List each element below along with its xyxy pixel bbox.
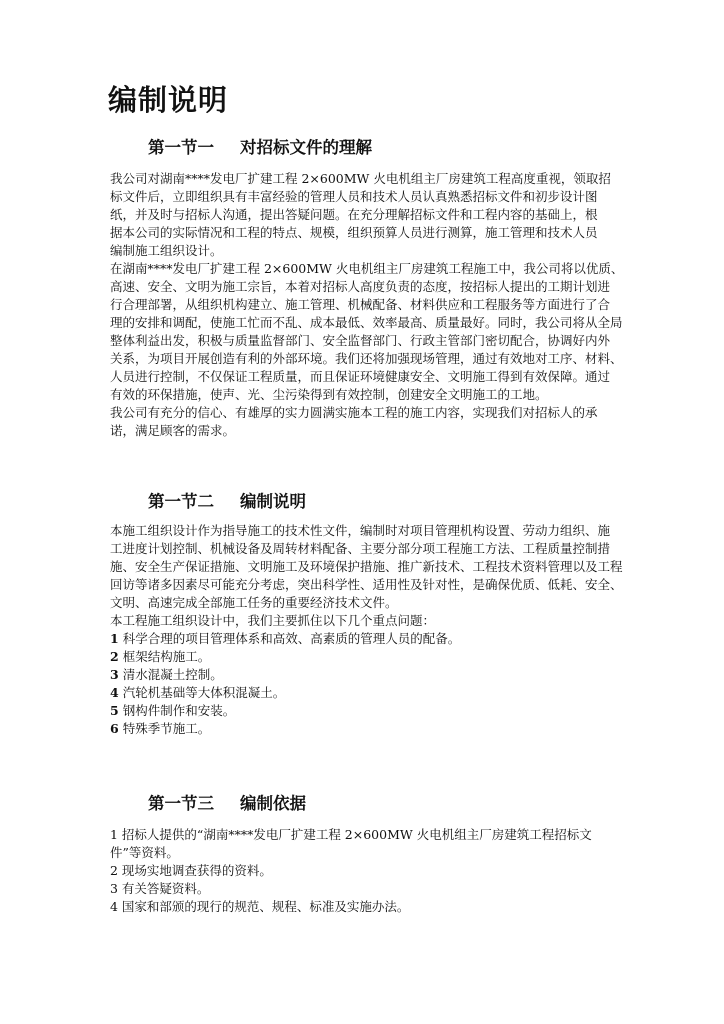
list-item: [110, 630, 460, 648]
paragraph-line: 高速、安全、文明为施工宗旨，本着对招标人高度负责的态度，按招标人提出的工期计划进: [110, 279, 611, 294]
list-item-text: 框架结构施工。: [122, 649, 211, 664]
list-item-number: 4: [110, 685, 119, 700]
list-item: [110, 720, 210, 738]
paragraph-line: 我公司有充分的信心、有雄厚的实力圆满实施本工程的施工内容，实现我们对招标人的承: [110, 405, 598, 420]
list-item-number: 1: [110, 631, 119, 646]
section-number: 第一节二: [148, 492, 214, 511]
section-title: 编制说明: [240, 492, 306, 511]
list-item-text: 钢构件制作和安装。: [122, 703, 236, 718]
list-item: [110, 684, 285, 702]
paragraph-line: 纸，并及时与招标人沟通，提出答疑问题。在充分理解招标文件和工程内容的基础上，根: [110, 207, 598, 222]
paragraph-line: 工进度计划控制、机械设备及周转材料配备、主要分部分项工程施工方法、工程质量控制措: [110, 541, 611, 556]
paragraph-line: 关系，为项目开展创造有利的外部环境。我们还将加强现场管理，通过有效地对工序、材料、: [110, 351, 623, 366]
list-item: [110, 648, 210, 666]
list-item-text: 科学合理的项目管理体系和高效、高素质的管理人员的配备。: [122, 631, 461, 646]
paragraph-line: 回访等诸多因素尽可能充分考虑，突出科学性、适用性及针对性，是确保优质、低耗、安全、: [110, 577, 623, 592]
list-item-text: 汽轮机基础等大体积混凝土。: [122, 685, 286, 700]
list-item: [110, 702, 235, 720]
paragraph-line: 人员进行控制，不仅保证工程质量，而且保证环境健康安全、文明施工得到有效保障。通过: [110, 369, 611, 384]
paragraph-line: 4 国家和部颁的现行的规范、规程、标准及实施办法。: [110, 899, 410, 914]
list-item: [110, 666, 223, 684]
paragraph-line: 据本公司的实际情况和工程的特点、规模，组织预算人员进行测算，施工管理和技术人员: [110, 225, 598, 240]
paragraph-line: 标文件后，立即组织具有丰富经验的管理人员和技术人员认真熟悉招标文件和初步设计图: [110, 189, 598, 204]
paragraph-line: 有效的环保措施，使声、光、尘污染得到有效控制，创建安全文明施工的工地。: [110, 387, 548, 402]
paragraph-line: 理的安排和调配，使施工忙而不乱、成本最低、效率最高、质量最好。同时，我公司将从全局: [110, 315, 623, 330]
list-item-text: 清水混凝土控制。: [122, 667, 223, 682]
paragraph-line: 文明、高速完成全部施工任务的重要经济技术文件。: [110, 595, 398, 610]
list-item-number: 6: [110, 721, 119, 736]
section-number: 第一节一: [148, 138, 214, 157]
list-item-number: 2: [110, 649, 119, 664]
paragraph-line: 编制施工组织设计。: [110, 243, 223, 258]
paragraph-line: 在湖南****发电厂扩建工程 2×600MW 火电机组主厂房建筑工程施工中，我公司将以优质、: [110, 261, 624, 276]
section-heading-2: [148, 488, 306, 512]
list-item-number: 3: [110, 667, 119, 682]
section-number: 第一节三: [148, 794, 214, 813]
section-heading-1: [148, 134, 372, 158]
paragraph-line: 本施工组织设计作为指导施工的技术性文件，编制时对项目管理机构设置、劳动力组织、施: [110, 523, 611, 538]
section-title: 编制依据: [240, 794, 306, 813]
section-title: 对招标文件的理解: [240, 138, 372, 157]
section-heading-3: [148, 790, 306, 814]
paragraph-line: 行合理部署，从组织机构建立、施工管理、机械配备、材料供应和工程服务等方面进行了合: [110, 297, 611, 312]
paragraph-line: 施、安全生产保证措施、文明施工及环境保护措施、推广新技术、工程技术资料管理以及工程: [110, 559, 623, 574]
paragraph-line: 1 招标人提供的“湖南****发电厂扩建工程 2×600MW 火电机组主厂房建筑工程招标文: [110, 827, 592, 842]
list-item-text: 特殊季节施工。: [122, 721, 211, 736]
paragraph-line: 诺，满足顾客的需求。: [110, 423, 236, 438]
paragraph-line: 3 有关答疑资料。: [110, 881, 210, 896]
paragraph-line: 整体利益出发，积极与质量监督部门、安全监督部门、行政主管部门密切配合，协调好内外: [110, 333, 611, 348]
page-title: 编制说明: [108, 83, 229, 117]
list-item-number: 5: [110, 703, 119, 718]
paragraph-line: 件”等资料。: [110, 845, 179, 860]
paragraph-line: 本工程施工组织设计中，我们主要抓住以下几个重点问题：: [110, 613, 436, 628]
paragraph-line: 我公司对湖南****发电厂扩建工程 2×600MW 火电机组主厂房建筑工程高度重视，领取招: [110, 171, 611, 186]
paragraph-line: 2 现场实地调查获得的资料。: [110, 863, 272, 878]
